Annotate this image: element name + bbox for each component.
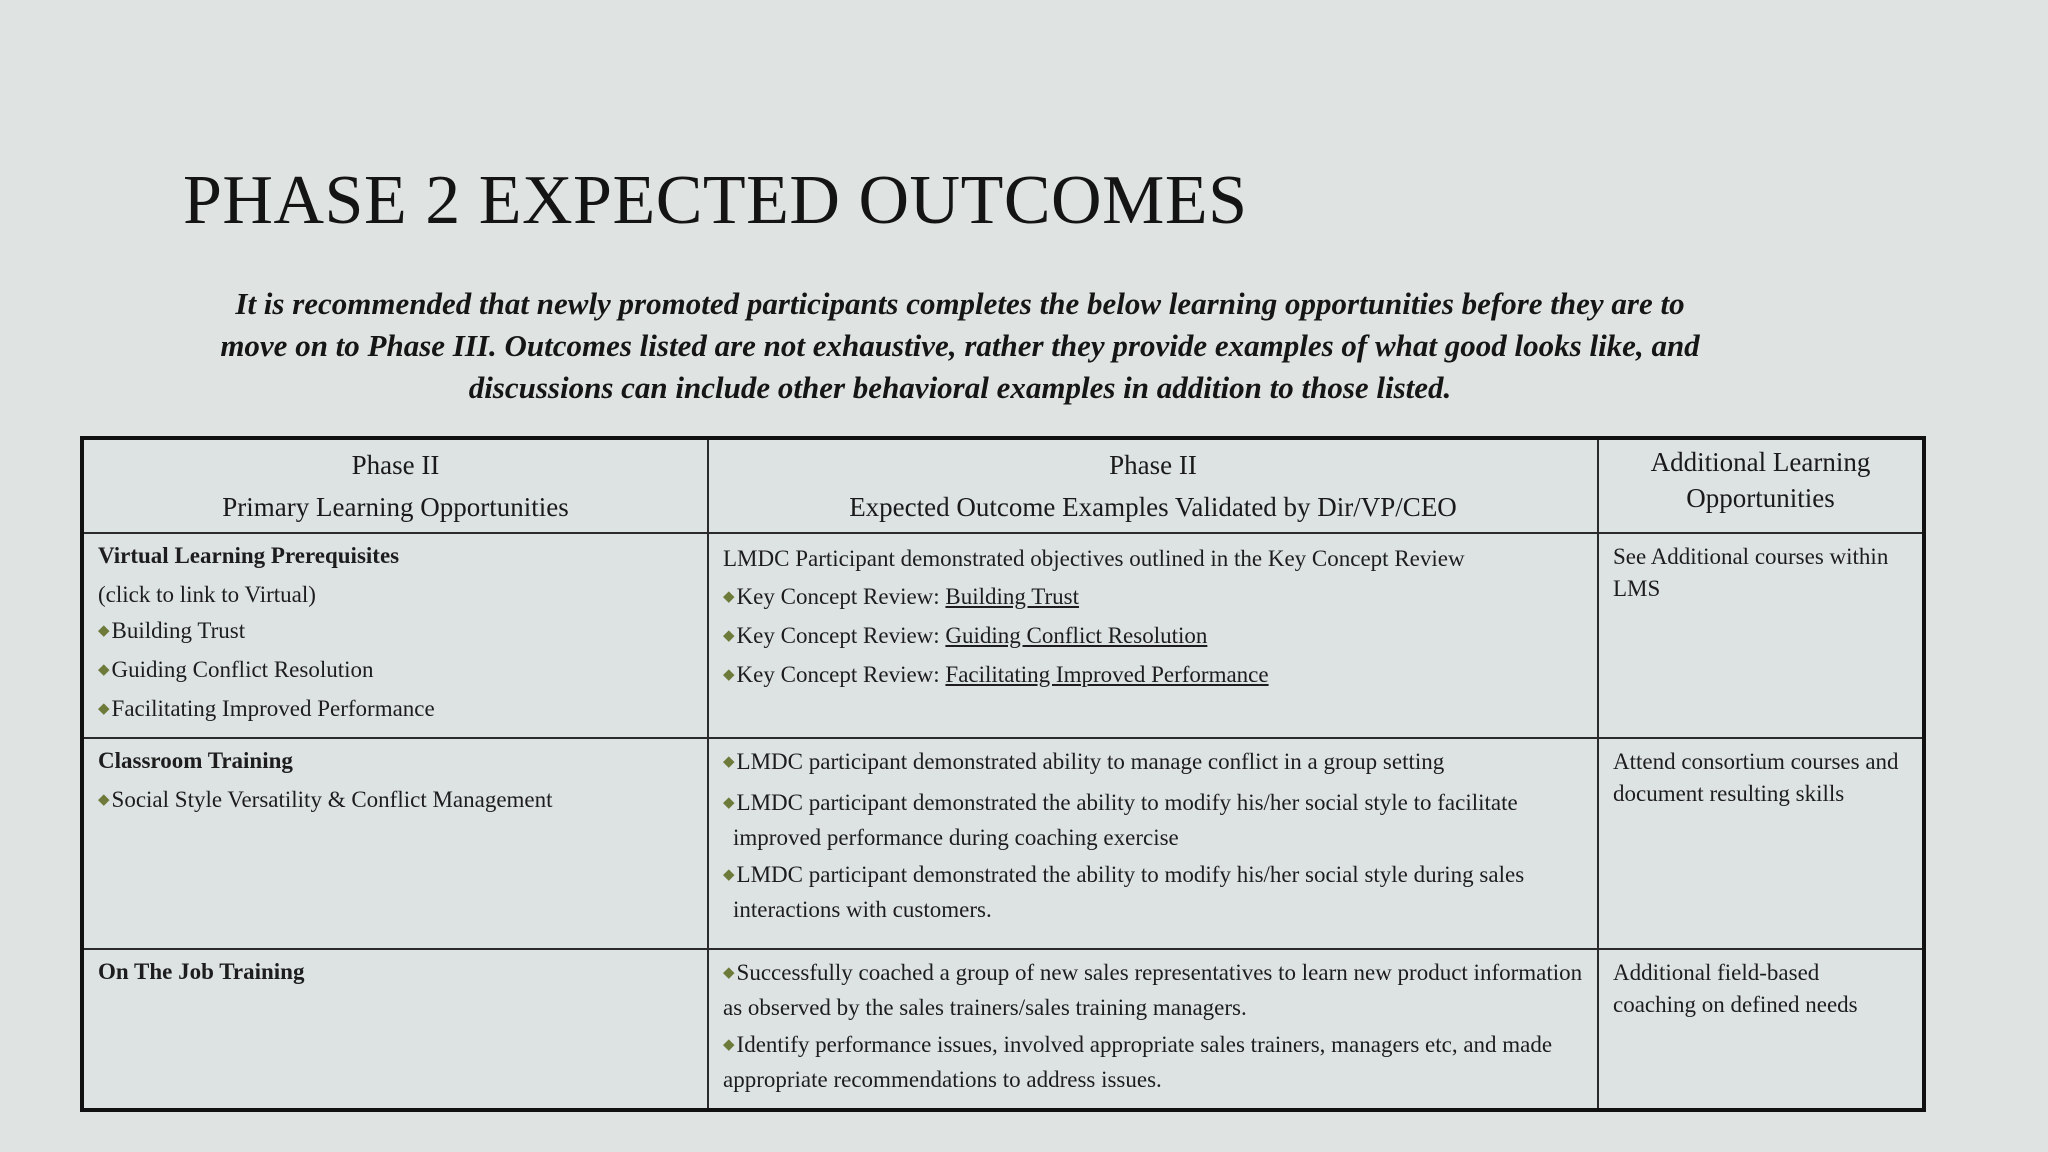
list-item: ◆Identify performance issues, involved appropriate sales trainers, managers etc, and made appropriate recommendations to address issues. bbox=[723, 1032, 1553, 1092]
primary-cell bbox=[82, 533, 708, 738]
row-title: Virtual Learning Prerequisites bbox=[98, 543, 400, 568]
additional-cell: Attend consortium courses and document resulting skills bbox=[1598, 738, 1924, 949]
header-outcomes: Phase II Expected Outcome Examples Validated by Dir/VP/CEO bbox=[708, 438, 1598, 533]
diamond-bullet-icon: ◆ bbox=[723, 1037, 735, 1053]
diamond-bullet-icon: ◆ bbox=[723, 795, 735, 811]
diamond-bullet-icon: ◆ bbox=[723, 754, 735, 770]
list-item: ◆Building Trust bbox=[98, 618, 246, 643]
list-item: ◆Guiding Conflict Resolution bbox=[98, 657, 374, 682]
list-item: ◆Key Concept Review: Facilitating Improved Performance bbox=[723, 662, 1269, 687]
outcome-cell bbox=[708, 533, 1598, 738]
row-note: (click to link to Virtual) bbox=[98, 582, 316, 607]
outcome-cell bbox=[708, 738, 1598, 949]
table-row bbox=[82, 738, 1924, 949]
header-primary: Phase II Primary Learning Opportunities bbox=[82, 438, 708, 533]
diamond-bullet-icon: ◆ bbox=[98, 701, 110, 717]
row-title: On The Job Training bbox=[98, 959, 305, 984]
diamond-bullet-icon: ◆ bbox=[723, 589, 735, 605]
diamond-bullet-icon: ◆ bbox=[723, 867, 735, 883]
diamond-bullet-icon: ◆ bbox=[98, 792, 110, 808]
diamond-bullet-icon: ◆ bbox=[723, 628, 735, 644]
additional-cell: Additional field-based coaching on defined needs bbox=[1598, 949, 1924, 1110]
header-additional: Additional Learning Opportunities bbox=[1598, 438, 1924, 533]
table-header-row bbox=[82, 438, 1924, 533]
list-item: ◆LMDC participant demonstrated the ability to modify his/her social style to facilitate improved performance during coaching exercise bbox=[723, 790, 1518, 850]
outcomes-table bbox=[80, 436, 1926, 1112]
outcome-cell bbox=[708, 949, 1598, 1110]
additional-cell: See Additional courses within LMS bbox=[1598, 533, 1924, 738]
list-item: ◆Key Concept Review: Guiding Conflict Resolution bbox=[723, 623, 1208, 648]
primary-cell bbox=[82, 949, 708, 1110]
diamond-bullet-icon: ◆ bbox=[98, 662, 110, 678]
list-item: ◆LMDC participant demonstrated ability to manage conflict in a group setting bbox=[723, 749, 1445, 774]
link-guiding-conflict-resolution[interactable]: Guiding Conflict Resolution bbox=[945, 623, 1208, 648]
row-title: Classroom Training bbox=[98, 748, 293, 773]
link-building-trust[interactable]: Building Trust bbox=[945, 584, 1080, 609]
page-title: PHASE 2 EXPECTED OUTCOMES bbox=[183, 162, 1248, 239]
list-item: ◆LMDC participant demonstrated the ability to modify his/her social style during sales interactions with customers. bbox=[723, 862, 1525, 922]
list-item: ◆Facilitating Improved Performance bbox=[98, 696, 435, 721]
list-item: ◆Key Concept Review: Building Trust bbox=[723, 584, 1080, 609]
link-facilitating-improved-performance[interactable]: Facilitating Improved Performance bbox=[945, 662, 1269, 687]
list-item: ◆Social Style Versatility & Conflict Management bbox=[98, 787, 553, 812]
table-row bbox=[82, 533, 1924, 738]
primary-cell bbox=[82, 738, 708, 949]
diamond-bullet-icon: ◆ bbox=[723, 965, 735, 981]
outcome-intro: LMDC Participant demonstrated objectives outlined in the Key Concept Review bbox=[723, 546, 1465, 571]
table-row bbox=[82, 949, 1924, 1110]
intro-text: It is recommended that newly promoted participants completes the below learning opportunities before they are to move on to Phase III. Outcomes listed are not exhaustive, rather they provide examples of what good looks like, and discussions can include other behavioral examples in addition to those listed. bbox=[220, 286, 1700, 405]
list-item: ◆Successfully coached a group of new sales representatives to learn new product information as observed by the sales trainers/sales training managers. bbox=[723, 960, 1583, 1020]
diamond-bullet-icon: ◆ bbox=[723, 667, 735, 683]
diamond-bullet-icon: ◆ bbox=[98, 623, 110, 639]
